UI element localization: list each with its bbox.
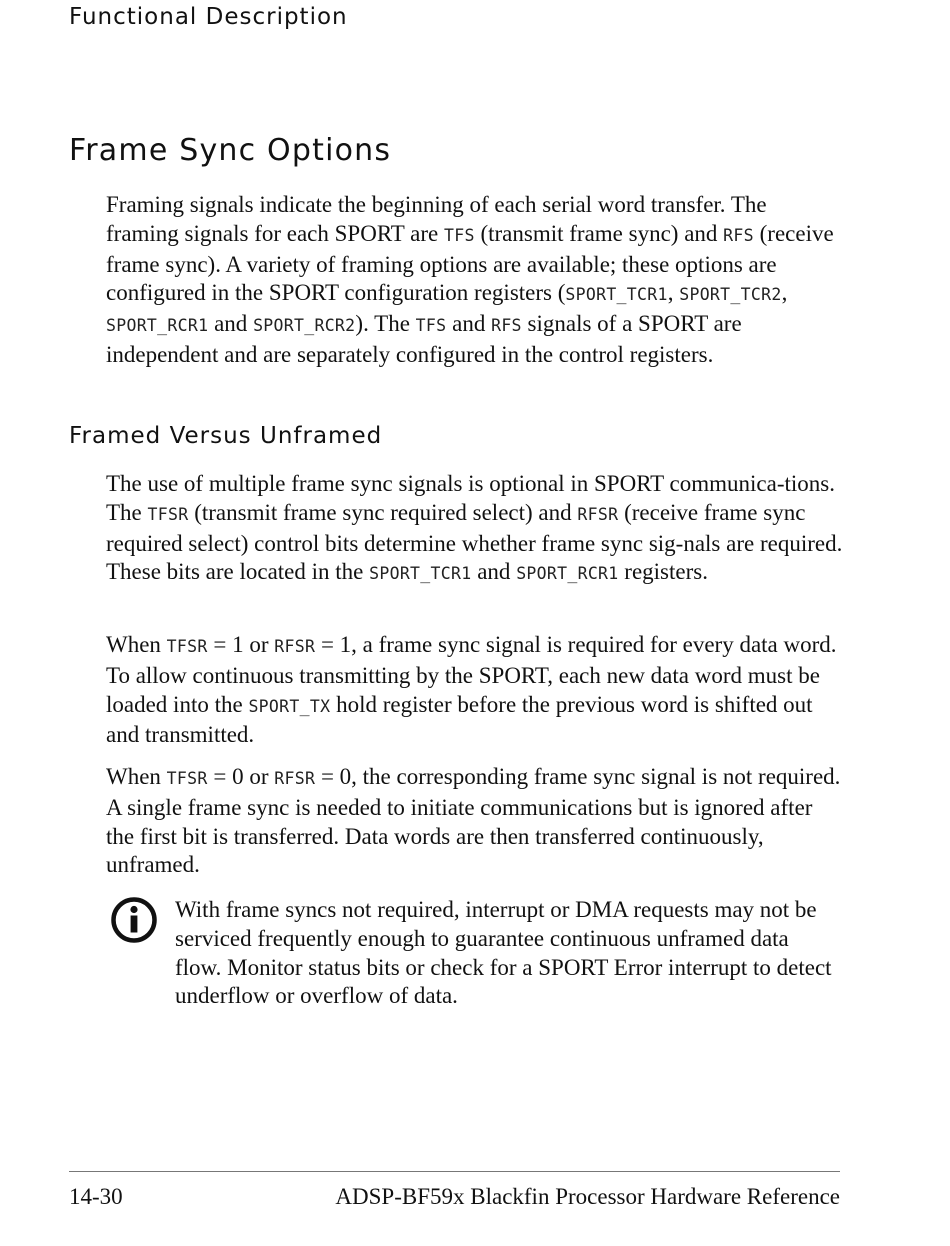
note-text: With frame syncs not required, interrupt or DMA requests may not be serviced frequently enough to guarantee continuous unframed data flow. Monitor status bits or check for a SPORT Error interrupt to detect underflow or overflow of data. <box>175 897 832 1009</box>
text-run: = 0 or <box>207 764 275 789</box>
section-title: Frame Sync Options <box>69 133 392 168</box>
code-term: TFS <box>415 316 447 336</box>
text-run: registers. <box>618 559 708 585</box>
text-run: = 1, a frame sync signal is required for every data word. To allow continuous transmitting by the SPORT, each new data word must be loaded into the <box>106 632 837 717</box>
text-run: and <box>446 311 492 337</box>
text-run: (receive frame sync). A variety of framing options are available; these options are configured in the SPORT configuration registers ( <box>106 220 834 306</box>
footer-divider <box>69 1171 840 1172</box>
code-term: SPORT_TCR2 <box>679 285 782 305</box>
code-term: TFS <box>444 225 475 245</box>
code-term: SPORT_RCR2 <box>253 316 356 336</box>
page-number: 14-30 <box>69 1184 123 1209</box>
text-run: hold register before the previous word is shifted out and transmitted. <box>106 691 813 748</box>
code-term: SPORT_RCR1 <box>516 564 619 584</box>
code-term: RFS <box>723 225 754 245</box>
text-run: Framing signals indicate the beginning of each serial word transfer. The framing signals for each SPORT are <box>106 192 767 246</box>
text-run: and <box>208 311 254 337</box>
text-run: When <box>106 632 167 657</box>
code-term: TFSR <box>166 769 208 788</box>
text-run: (transmit frame sync required select) and <box>188 499 578 525</box>
text-run: When <box>106 764 167 789</box>
paragraph-framed <box>106 631 844 750</box>
code-term: SPORT_TX <box>248 696 331 716</box>
text-run: = 1 or <box>207 632 275 657</box>
subsection-title: Framed Versus Unframed <box>69 423 383 449</box>
text-run: , <box>781 280 788 306</box>
code-term: SPORT_TCR1 <box>369 564 472 584</box>
text-run: , <box>667 280 680 306</box>
paragraph-usage <box>106 470 844 589</box>
code-term: RFSR <box>274 769 316 788</box>
code-term: SPORT_RCR1 <box>106 316 209 336</box>
info-icon <box>110 896 158 944</box>
text-run: The use of multiple frame sync signals is optional in SPORT communica-tions. The <box>106 471 835 525</box>
code-term: RFSR <box>577 504 619 524</box>
text-run: ). The <box>355 311 416 337</box>
paragraph-unframed <box>106 763 844 880</box>
text-run: and <box>471 559 517 585</box>
code-term: SPORT_TCR1 <box>565 285 668 305</box>
text-run: signals of a SPORT are independent and are separately configured in the control registers. <box>106 311 742 367</box>
text-run: = 0, the corresponding frame sync signal is not required. A single frame sync is needed to initiate communications but is ignored after the first bit is transferred. Data words are then transferred continuously, unframed. <box>106 764 841 878</box>
book-title: ADSP-BF59x Blackfin Processor Hardware Reference <box>335 1184 840 1209</box>
code-term: TFSR <box>147 504 189 524</box>
code-term: TFSR <box>166 637 208 656</box>
text-run: (transmit frame sync) and <box>474 220 724 246</box>
text-run: (receive frame sync required select) control bits determine whether frame sync sig-nals are required. These bits are located in the <box>106 499 843 585</box>
running-head: Functional Description <box>69 4 348 30</box>
code-term: RFSR <box>274 637 316 656</box>
intro-paragraph <box>106 191 844 370</box>
code-term: RFS <box>491 316 522 336</box>
